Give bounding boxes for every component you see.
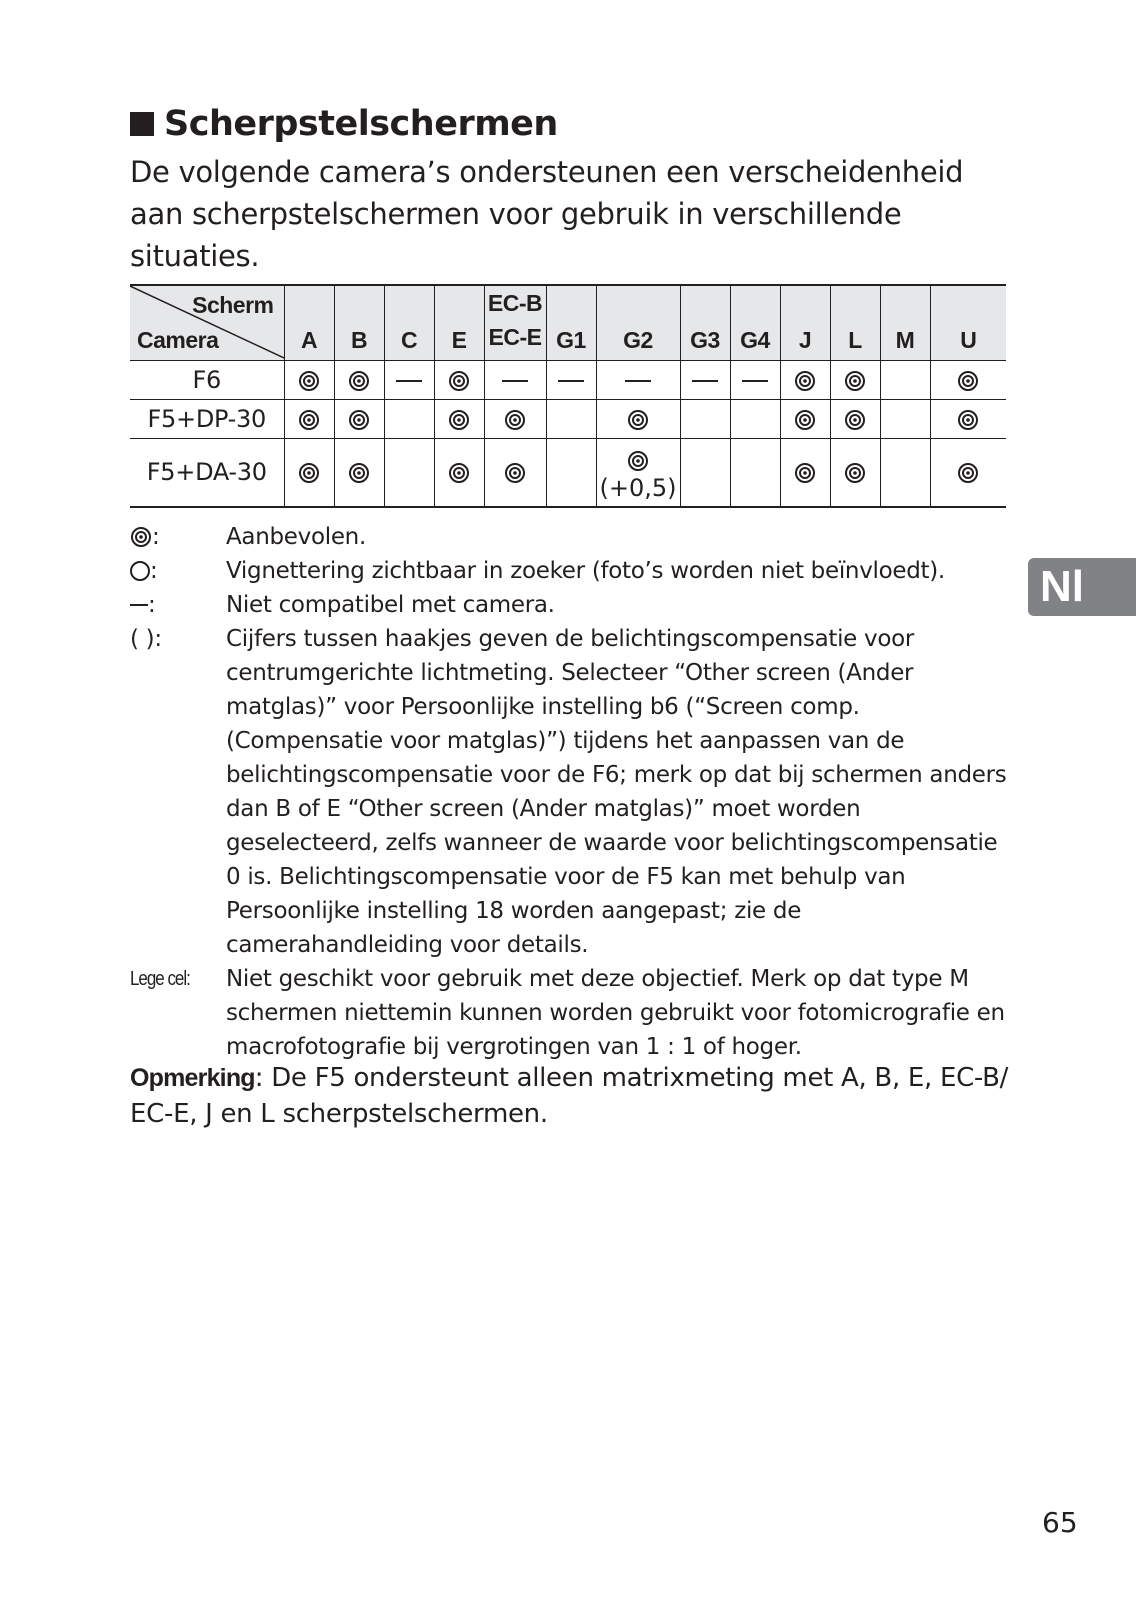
corner-label-camera: Camera — [137, 327, 219, 353]
cell-e — [434, 361, 484, 400]
note-label: Opmerking — [130, 1064, 255, 1092]
recommended-icon — [627, 405, 649, 433]
page-number: 65 — [1042, 1506, 1078, 1539]
table-row — [130, 400, 1006, 439]
column-header-l: L — [830, 285, 880, 361]
legend-key-empty-cell: Lege cel: — [130, 968, 190, 990]
column-header-b: B — [334, 285, 384, 361]
dash-icon — [692, 380, 718, 382]
recommended-icon — [298, 366, 320, 394]
recommended-icon — [627, 446, 649, 474]
legend-colon: : — [150, 558, 158, 584]
recommended-icon — [957, 366, 979, 394]
column-header-ec-b: EC-B — [487, 290, 543, 316]
legend-key-parentheses: ( ): — [130, 626, 162, 652]
cell-g1 — [546, 400, 596, 439]
corner-label-screen: Scherm — [192, 292, 274, 318]
recommended-icon — [348, 405, 370, 433]
recommended-icon — [298, 458, 320, 486]
recommended-icon — [844, 405, 866, 433]
column-header-ec-e: EC-E — [488, 324, 542, 350]
section-heading — [130, 104, 558, 144]
cell-m — [880, 361, 930, 400]
recommended-icon — [448, 458, 470, 486]
cell-g2 — [596, 361, 680, 400]
heading-title: Scherpstelschermen — [164, 104, 558, 144]
column-header-j: J — [780, 285, 830, 361]
cell-j — [780, 439, 830, 507]
heading-square-icon — [130, 112, 154, 136]
column-header-g4: G4 — [730, 285, 780, 361]
column-header-g2: G2 — [596, 285, 680, 361]
legend-row-empty-cell — [130, 962, 1010, 1064]
legend-text-vignetting: Vignettering zichtbaar in zoeker (foto’s worden niet beïnvloedt). — [226, 558, 945, 584]
legend-colon: : — [152, 524, 160, 550]
recommended-icon — [448, 405, 470, 433]
recommended-icon — [794, 366, 816, 394]
column-header-c: C — [384, 285, 434, 361]
recommended-icon — [844, 366, 866, 394]
column-header-m: M — [880, 285, 930, 361]
table-row — [130, 361, 1006, 400]
column-header-u: U — [930, 285, 1006, 361]
dash-icon — [130, 604, 148, 606]
cell-g3 — [680, 400, 730, 439]
cell-u — [930, 439, 1006, 507]
empty-circle-icon — [130, 561, 150, 581]
column-header-e: E — [434, 285, 484, 361]
language-tab: Nl — [1028, 558, 1136, 616]
cell-b — [334, 361, 384, 400]
column-header-g1: G1 — [546, 285, 596, 361]
cell-l — [830, 439, 880, 507]
recommended-icon — [298, 405, 320, 433]
camera-name-cell: F5+DP-30 — [130, 400, 284, 439]
dash-icon — [396, 380, 422, 382]
cell-c — [384, 361, 434, 400]
cell-g1 — [546, 361, 596, 400]
cell-g3 — [680, 361, 730, 400]
cell-b — [334, 439, 384, 507]
legend-row-incompatible — [130, 588, 1010, 622]
dash-icon — [558, 380, 584, 382]
cell-g3 — [680, 439, 730, 507]
recommended-icon — [504, 405, 526, 433]
cell-m — [880, 400, 930, 439]
dash-icon — [502, 380, 528, 382]
cell-ec — [484, 361, 546, 400]
cell-c — [384, 439, 434, 507]
note-text: : De F5 ondersteunt alleen matrixmeting met A, B, E, EC-B/ EC-E, J en L scherpstelschermen. — [130, 1063, 1009, 1129]
table-corner-cell — [130, 285, 284, 361]
cell-ec — [484, 439, 546, 507]
cell-j — [780, 361, 830, 400]
recommended-icon — [794, 458, 816, 486]
note-paragraph — [130, 1060, 1010, 1132]
cell-c — [384, 400, 434, 439]
camera-name-cell: F5+DA-30 — [146, 458, 267, 487]
column-header-a: A — [284, 285, 334, 361]
cell-g2 — [596, 400, 680, 439]
cell-a — [284, 439, 334, 507]
cell-g2 — [596, 439, 680, 507]
cell-m — [880, 439, 930, 507]
column-header-ec — [484, 285, 546, 361]
table-body — [130, 361, 1006, 507]
cell-b — [334, 400, 384, 439]
cell-a — [284, 361, 334, 400]
cell-l — [830, 400, 880, 439]
legend-row-recommended — [130, 520, 1010, 554]
recommended-icon — [348, 366, 370, 394]
recommended-icon — [957, 458, 979, 486]
recommended-icon — [448, 366, 470, 394]
legend-colon: : — [148, 592, 156, 618]
legend-text-incompatible: Niet compatibel met camera. — [226, 592, 555, 618]
dash-icon — [742, 380, 768, 382]
column-header-g3: G3 — [680, 285, 730, 361]
recommended-icon — [794, 405, 816, 433]
recommended-icon — [348, 458, 370, 486]
recommended-icon — [844, 458, 866, 486]
dash-icon — [625, 380, 651, 382]
cell-g4 — [730, 439, 780, 507]
compensation-note: (+0,5) — [599, 474, 677, 503]
cell-j — [780, 400, 830, 439]
compatibility-table — [130, 284, 1006, 508]
recommended-icon — [130, 520, 152, 554]
cell-e — [434, 439, 484, 507]
cell-a — [284, 400, 334, 439]
camera-name-cell: F6 — [130, 361, 284, 400]
legend-row-vignetting — [130, 554, 1010, 588]
cell-g1 — [546, 439, 596, 507]
cell-ec — [484, 400, 546, 439]
table-row — [130, 439, 1006, 507]
table-header-row — [130, 285, 1006, 361]
cell-e — [434, 400, 484, 439]
legend-row-parentheses — [130, 622, 1010, 962]
intro-paragraph: De volgende camera’s ondersteunen een verscheidenheid aan scherpstelschermen voor gebruik in verschillende situaties. — [130, 155, 964, 273]
legend — [130, 520, 1010, 1064]
legend-text-recommended: Aanbevolen. — [226, 524, 366, 550]
cell-l — [830, 361, 880, 400]
cell-u — [930, 400, 1006, 439]
cell-g4 — [730, 400, 780, 439]
cell-g4 — [730, 361, 780, 400]
legend-text-parentheses: Cijfers tussen haakjes geven de belichtingscompensatie voor centrumgerichte lichtmeting. Selecteer “Other screen (Ander matglas)” voor Persoonlijke instelling b6 (“Screen comp. (Compensatie voor matglas)”) tijdens het aanpassen van de belichtingscompensatie voor de F6; merk op dat bij schermen anders dan B of E “Other screen (Ander matglas)” moet worden geselecteerd, zelfs wanneer de waarde voor belichtingscompensatie 0 is. Belichtingscompensatie voor de F5 kan met behulp van Persoonlijke instelling 18 worden aangepast; zie de camerahandleiding voor details. — [226, 626, 1007, 958]
legend-text-empty-cell: Niet geschikt voor gebruik met deze objectief. Merk op dat type M schermen niettemin kunnen worden gebruikt voor fotomicrografie en macrofotografie bij vergrotingen van 1 : 1 of hoger. — [226, 966, 1005, 1060]
recommended-icon — [957, 405, 979, 433]
recommended-icon — [504, 458, 526, 486]
cell-u — [930, 361, 1006, 400]
